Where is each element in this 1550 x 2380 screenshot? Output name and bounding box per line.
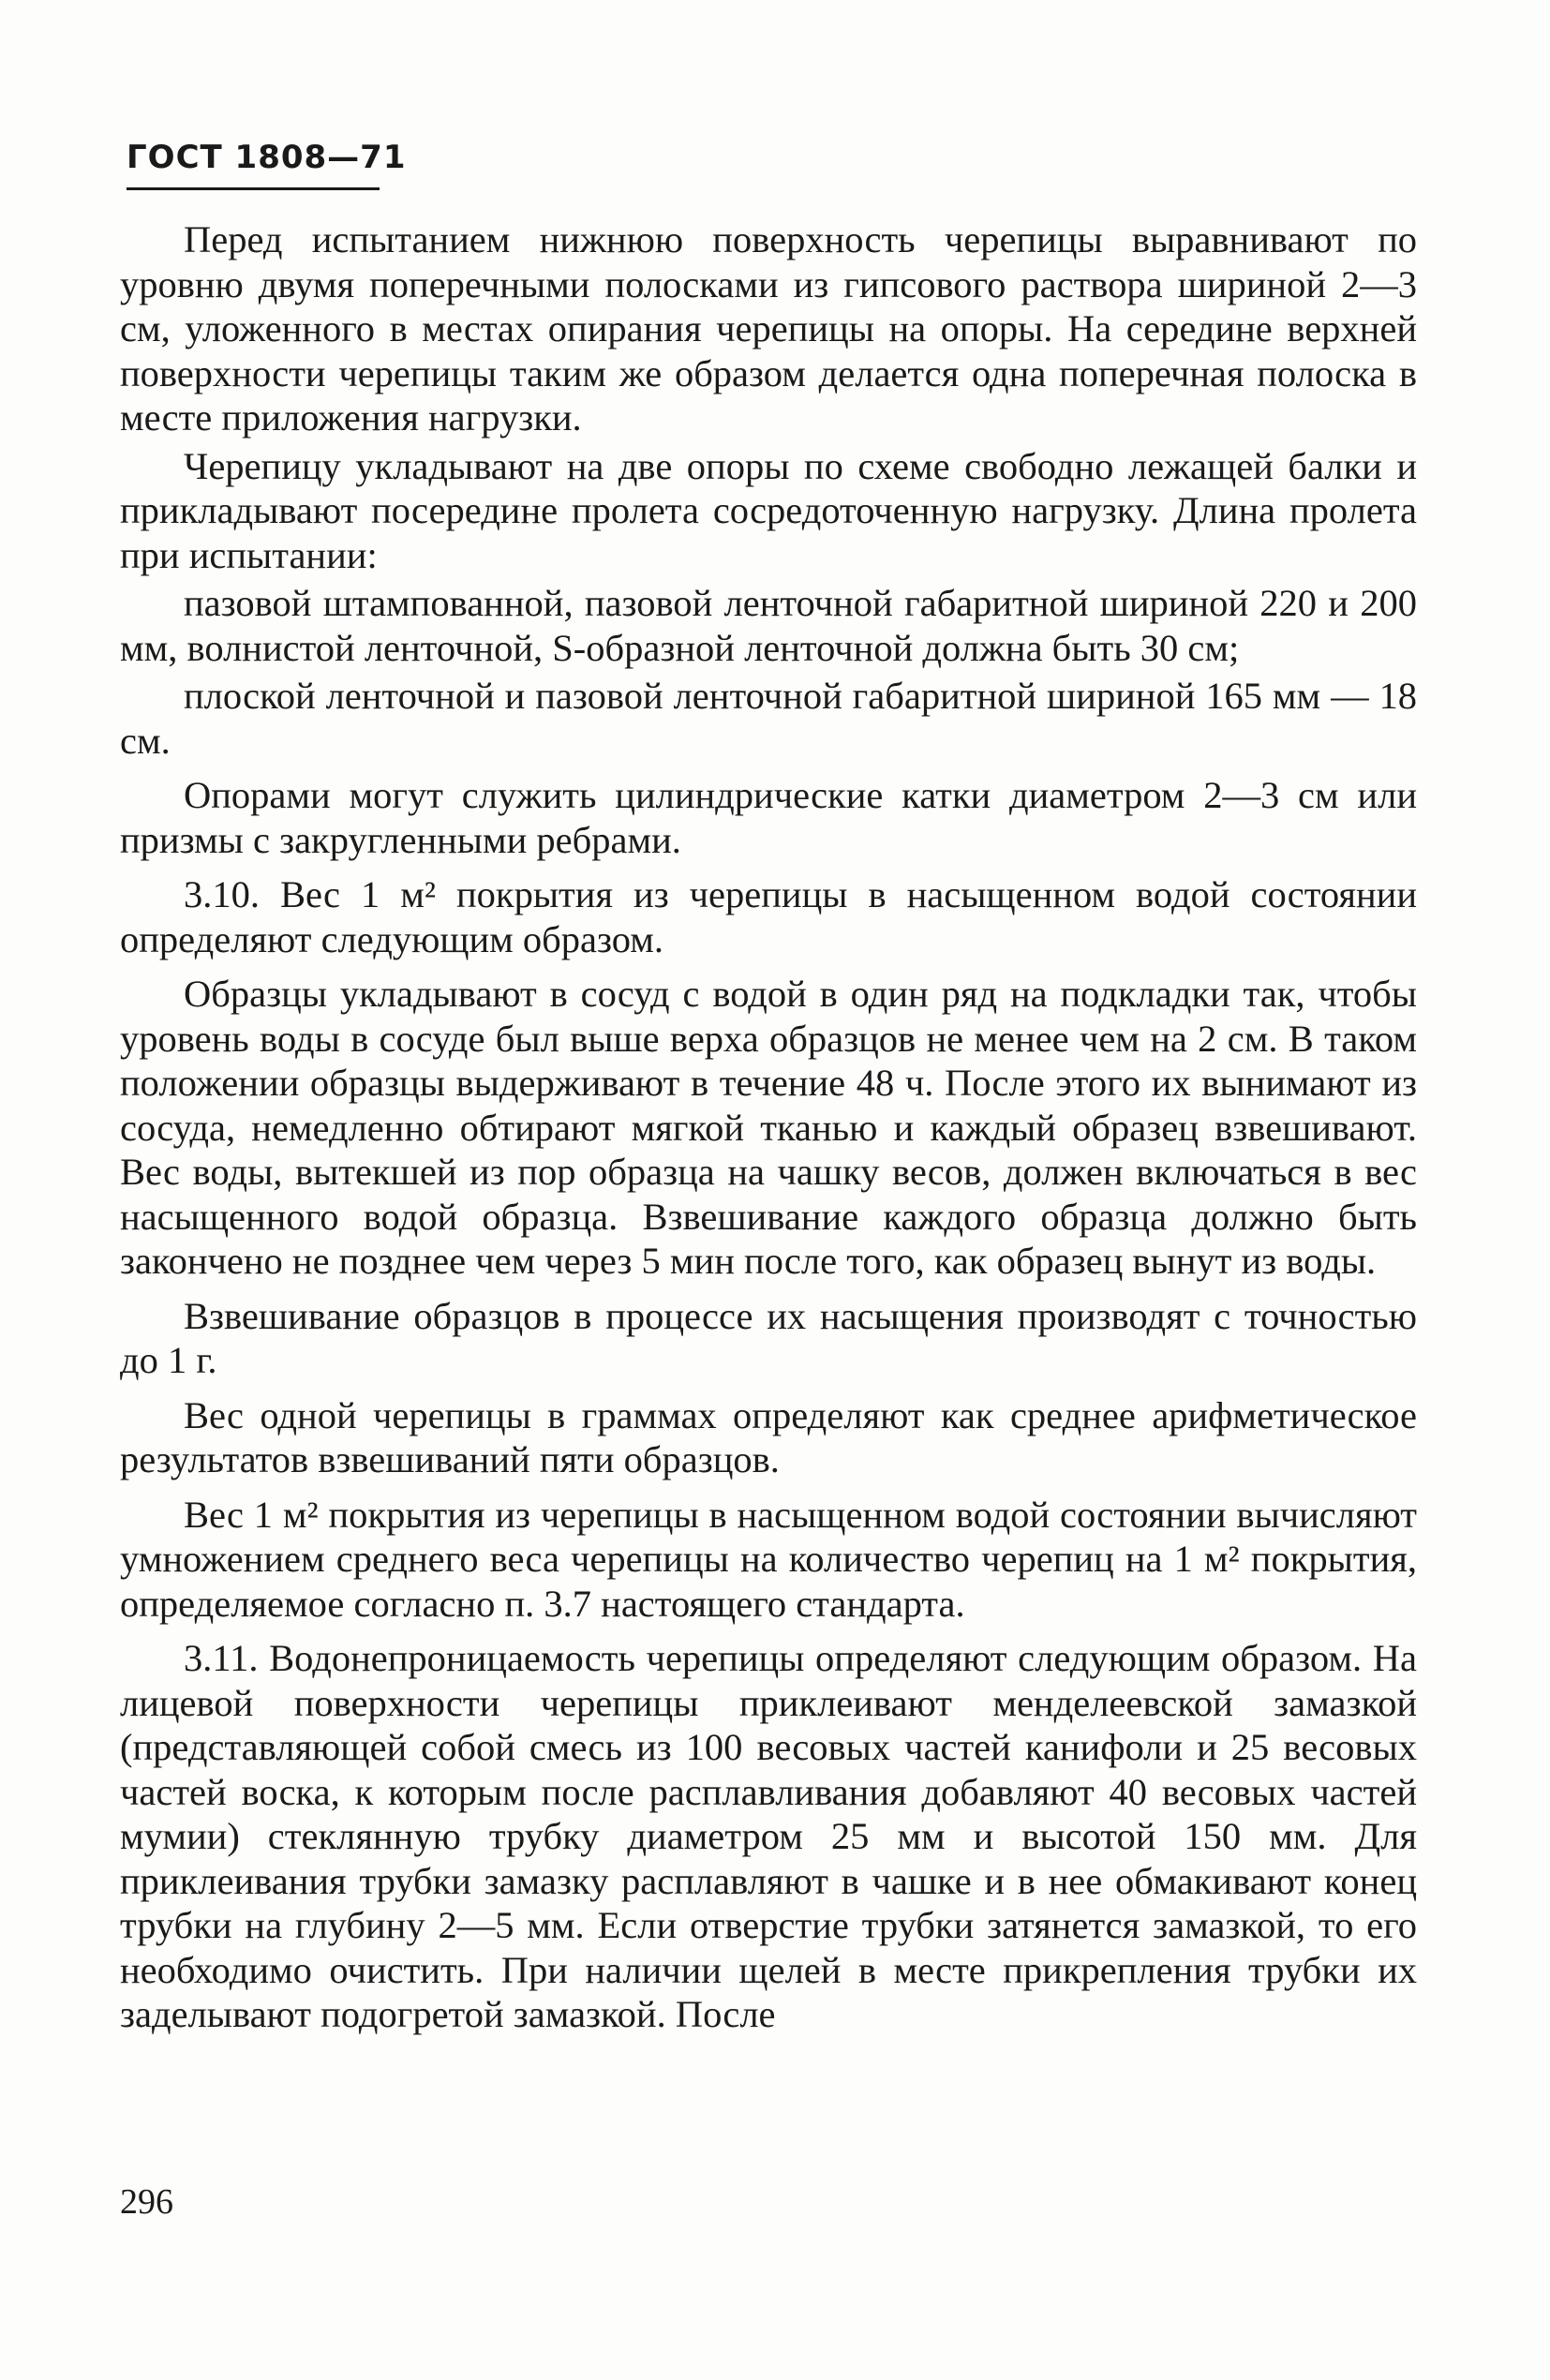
- paragraph: Черепицу укладывают на две опоры по схеме свободно лежащей балки и прикладывают посередине пролета сосредоточенную нагрузку. Длина пролета при испытании:: [120, 444, 1417, 576]
- paragraph: Вес одной черепицы в граммах определяют как среднее арифметическое результатов взвешиваний пяти образцов.: [120, 1393, 1417, 1480]
- paragraph: Вес 1 м² покрытия из черепицы в насыщенном водой состоянии вычисляют умножением среднего веса черепицы на количество черепиц на 1 м² покрытия, определяемое согласно п. 3.7 настоящего стандарта.: [120, 1493, 1417, 1625]
- paragraph: Перед испытанием нижнюю поверхность черепицы выравнивают по уровню двумя поперечными полосками из гипсового раствора шириной 2—3 см, уложенного в местах опирания черепицы на опоры. На середине верхней поверхности черепицы таким же образом делается одна поперечная полоска в месте приложения нагрузки.: [120, 218, 1417, 439]
- paragraph: пазовой штампованной, пазовой ленточной габаритной шириной 220 и 200 мм, волнистой ленточной, S-образной ленточной должна быть 30 см;: [120, 582, 1417, 669]
- body-text: [120, 217, 1417, 2047]
- document-header: ГОСТ 1808—71: [127, 139, 407, 176]
- paragraph: 3.10. Вес 1 м² покрытия из черепицы в насыщенном водой состоянии определяют следующим образом.: [120, 873, 1417, 960]
- paragraph: Взвешивание образцов в процессе их насыщения производят с точностью до 1 г.: [120, 1294, 1417, 1381]
- header-underline: [127, 187, 380, 190]
- paragraph: Опорами могут служить цилиндрические катки диаметром 2—3 см или призмы с закругленными ребрами.: [120, 774, 1417, 861]
- paragraph: Образцы укладывают в сосуд с водой в один ряд на подкладки так, чтобы уровень воды в сосуде был выше верха образцов не менее чем на 2 см. В таком положении образцы выдерживают в течение 48 ч. После этого их вынимают из сосуда, немедленно обтирают мягкой тканью и каждый образец взвешивают. Вес воды, вытекшей из пор образца на чашку весов, должен включаться в вес насыщенного водой образца. Взвешивание каждого образца должно быть закончено не позднее чем через 5 мин после того, как образец вынут из воды.: [120, 973, 1417, 1282]
- page-number: 296: [120, 2182, 173, 2222]
- paragraph: 3.11. Водонепроницаемость черепицы определяют следующим образом. На лицевой поверхности черепицы приклеивают менделеевской замазкой (представляющей собой смесь из 100 весовых частей канифоли и 25 весовых частей воска, к которым после расплавливания добавляют 40 весовых частей мумии) стеклянную трубку диаметром 25 мм и высотой 150 мм. Для приклеивания трубки замазку расплавляют в чашке и в нее обмакивают конец трубки на глубину 2—5 мм. Если отверстие трубки затянется замазкой, то его необходимо очистить. При наличии щелей в месте прикрепления трубки их заделывают подогретой замазкой. После: [120, 1637, 1417, 2035]
- paragraph: плоской ленточной и пазовой ленточной габаритной шириной 165 мм — 18 см.: [120, 675, 1417, 762]
